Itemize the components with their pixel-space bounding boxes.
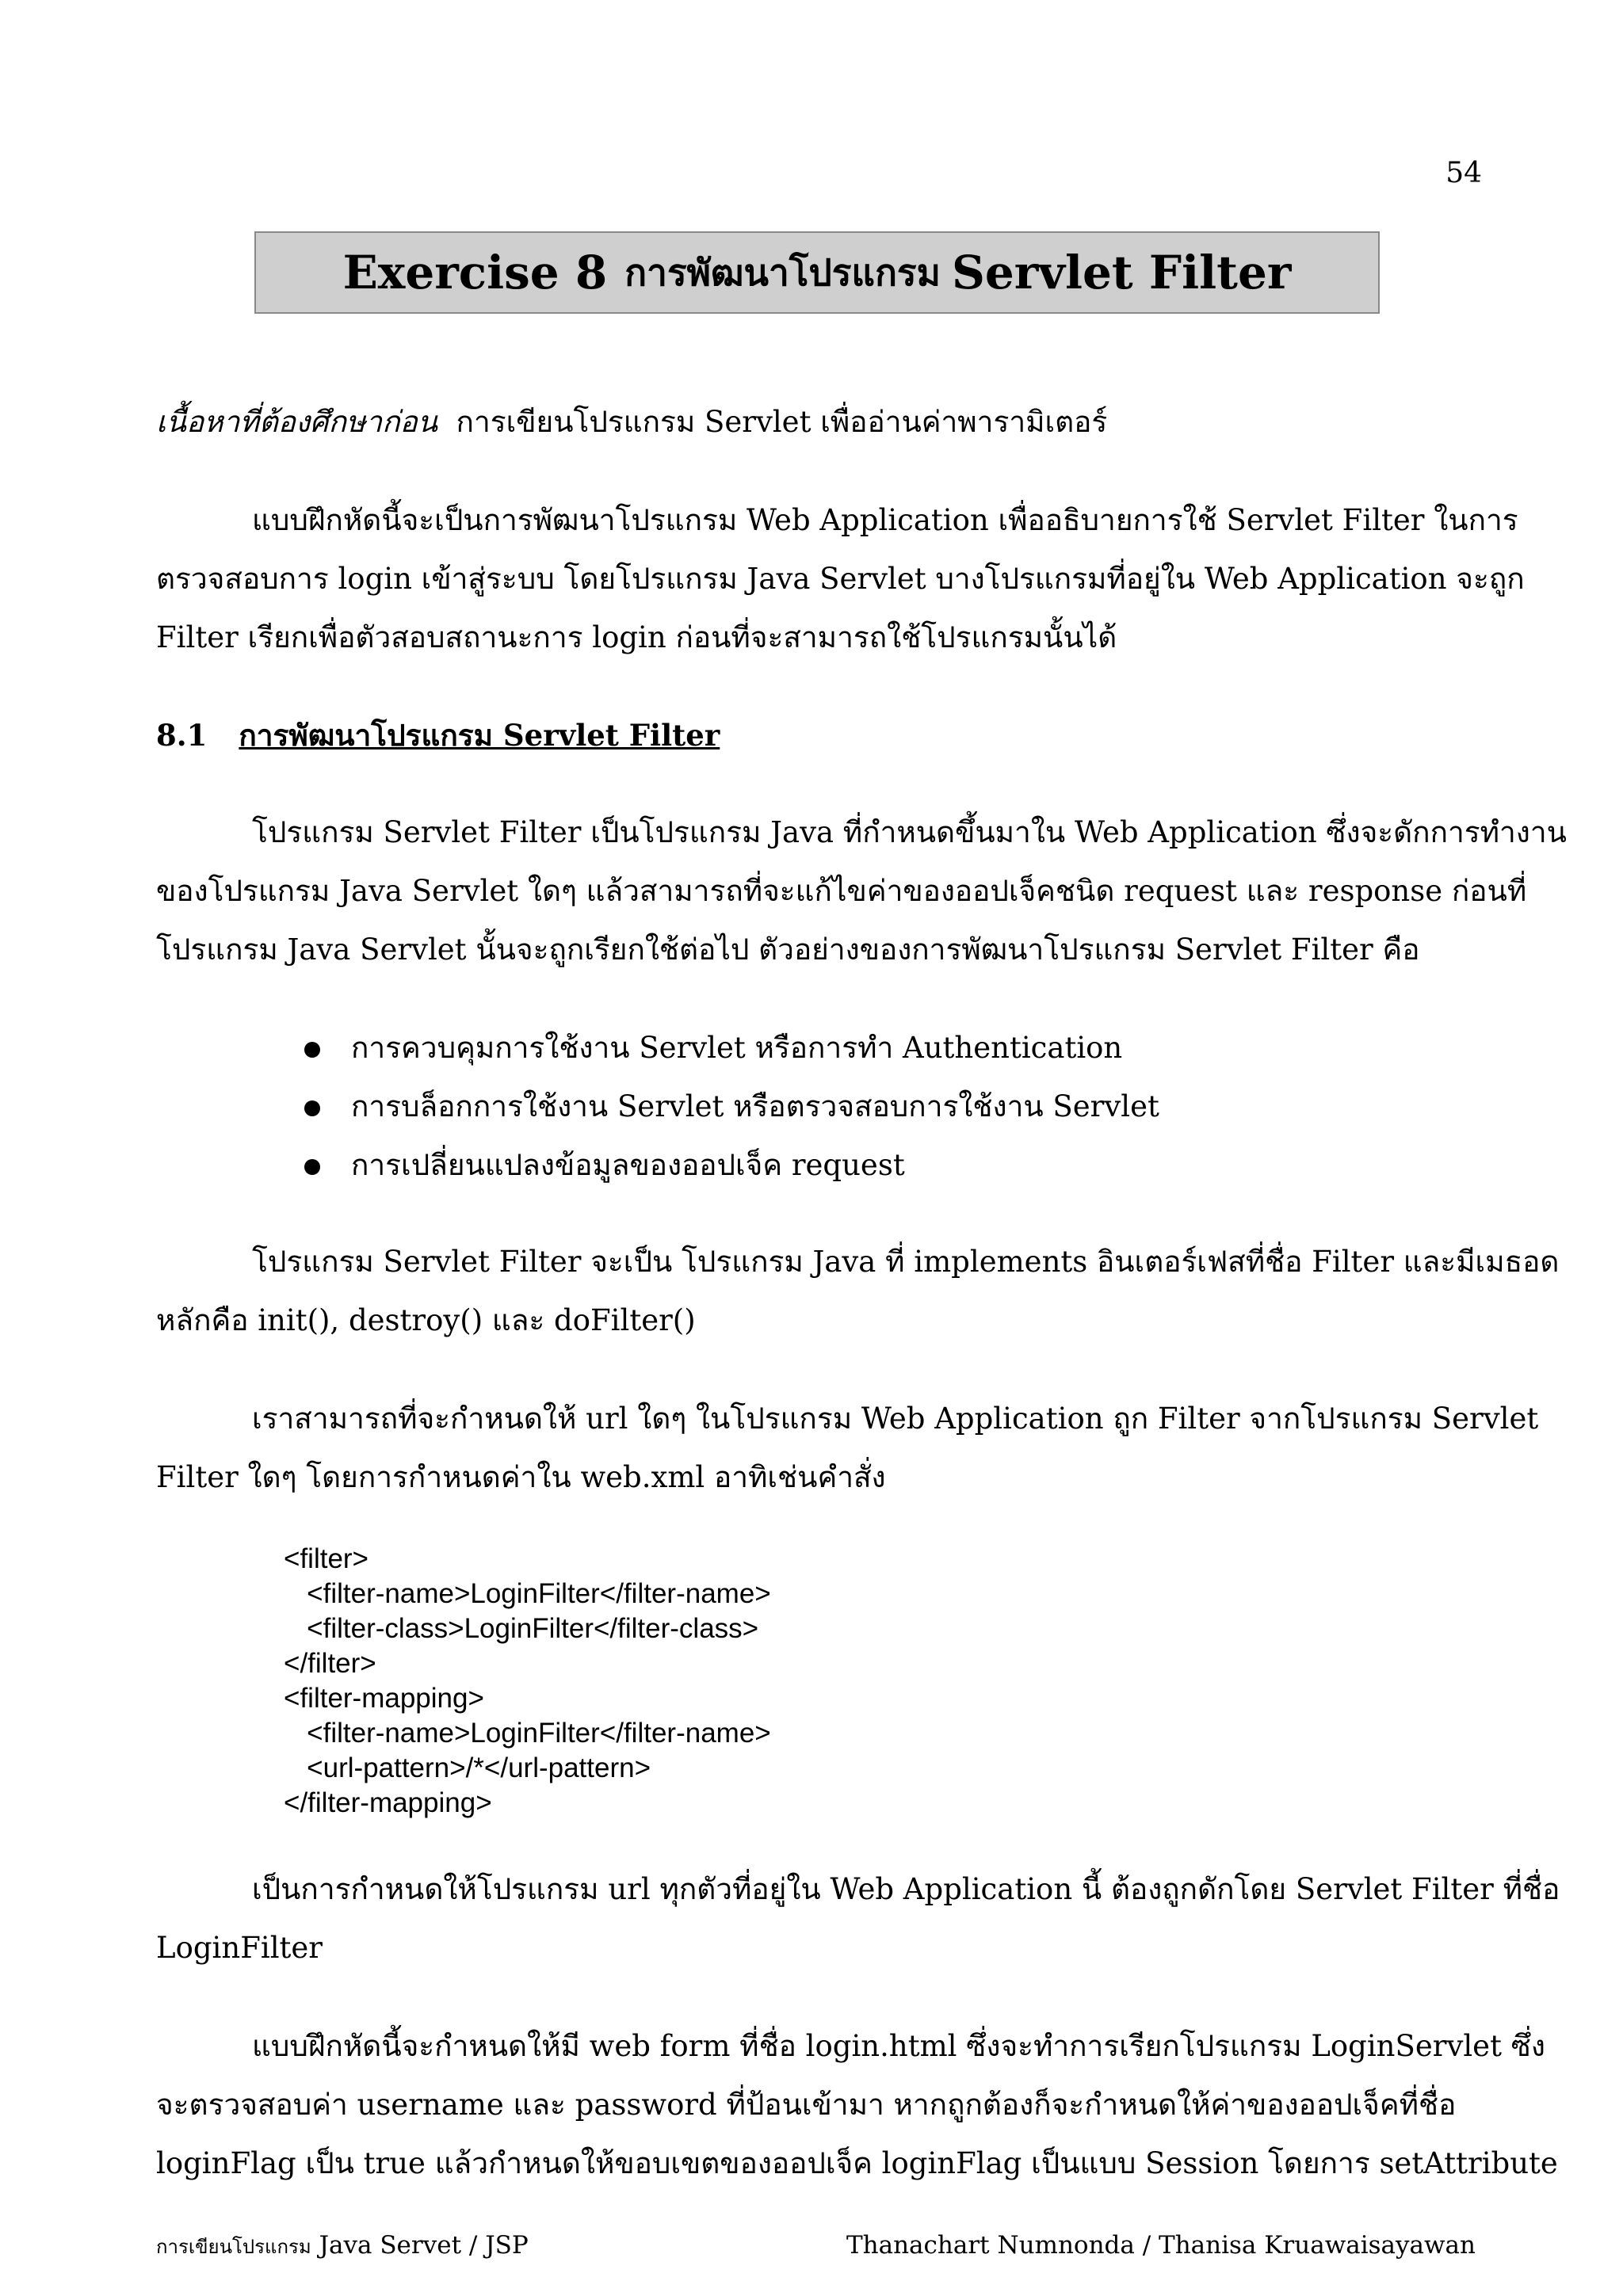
code-line-6: <filter-name>LoginFilter</filter-name>	[284, 1718, 771, 1749]
para2-line-2: หลักคือ init(), destroy() และ doFilter()	[156, 1303, 696, 1337]
para1-line-2: ของโปรแกรม Java Servlet ใดๆ แล้วสามารถที่จะแก้ไขค่าของออปเจ็คชนิด request และ response ก่อนที่	[156, 874, 1527, 908]
code-line-2: <filter-name>LoginFilter</filter-name>	[284, 1578, 771, 1609]
para5-line-2: จะตรวจสอบค่า username และ password ที่ป้อนเข้ามา หากถูกต้องก็จะกำหนดให้ค่าของออปเจ็คที่ชื่อ	[156, 2088, 1457, 2122]
section-number: 8.1	[156, 718, 208, 753]
code-line-1: <filter>	[284, 1543, 369, 1574]
prerequisite-label: เนื้อหาที่ต้องศึกษาก่อน	[156, 405, 438, 439]
bullet-item-2: การบล็อกการใช้งาน Servlet หรือตรวจสอบการใช้งาน Servlet	[351, 1089, 1159, 1123]
code-line-4: </filter>	[284, 1648, 376, 1679]
para1-line-1: โปรแกรม Servlet Filter เป็นโปรแกรม Java ที่กำหนดขึ้นมาใน Web Application ซึ่งจะดักการทำงาน	[252, 815, 1567, 849]
bullet-icon	[304, 1100, 320, 1116]
bullet-item-1: การควบคุมการใช้งาน Servlet หรือการทำ Authentication	[351, 1031, 1123, 1065]
page-number: 54	[1445, 157, 1482, 189]
bullet-icon	[304, 1159, 320, 1175]
section-heading	[156, 715, 720, 755]
intro-line-3: Filter เรียกเพื่อตัวสอบสถานะการ login ก่อนที่จะสามารถใช้โปรแกรมนั้นได้	[156, 620, 1117, 654]
exercise-title-topic: Servlet Filter	[951, 246, 1292, 299]
para4-line-2: LoginFilter	[156, 1931, 323, 1965]
intro-line-2: ตรวจสอบการ login เข้าสู่ระบบ โดยโปรแกรม Java Servlet บางโปรแกรมที่อยู่ใน Web Application จะถูก	[156, 562, 1525, 596]
exercise-title-box	[254, 231, 1380, 314]
para3-line-1: เราสามารถที่จะกำหนดให้ url ใดๆ ในโปรแกรม Web Application ถูก Filter จากโปรแกรม Servlet	[252, 1402, 1539, 1436]
para1-line-3: โปรแกรม Java Servlet นั้นจะถูกเรียกใช้ต่อไป ตัวอย่างของการพัฒนาโปรแกรม Servlet Filter คือ	[156, 933, 1420, 967]
prerequisite-text: การเขียนโปรแกรม Servlet เพื่ออ่านค่าพารามิเตอร์	[456, 405, 1108, 439]
exercise-title-thai: การพัฒนาโปรแกรม	[624, 250, 941, 294]
intro-line-1: แบบฝึกหัดนี้จะเป็นการพัฒนาโปรแกรม Web Application เพื่ออธิบายการใช้ Servlet Filter ในการ	[252, 503, 1518, 537]
code-line-3: <filter-class>LoginFilter</filter-class>	[284, 1613, 759, 1644]
para2-line-1: โปรแกรม Servlet Filter จะเป็น โปรแกรม Java ที่ implements อินเตอร์เฟสที่ชื่อ Filter และมีเมธอด	[252, 1245, 1560, 1279]
bullet-icon	[304, 1042, 320, 1058]
section-title: การพัฒนาโปรแกรม Servlet Filter	[239, 718, 720, 753]
footer-course	[156, 2231, 529, 2262]
para5-line-1: แบบฝึกหัดนี้จะกำหนดให้มี web form ที่ชื่อ login.html ซึ่งจะทำการเรียกโปรแกรม LoginServlet ซึ่ง	[252, 2029, 1545, 2063]
code-line-7: <url-pattern>/*</url-pattern>	[284, 1753, 651, 1783]
para3-line-2: Filter ใดๆ โดยการกำหนดค่าใน web.xml อาทิเช่นคำสั่ง	[156, 1460, 886, 1494]
footer-course-thai: การเขียนโปรแกรม	[156, 2236, 311, 2258]
bullet-item-3: การเปลี่ยนแปลงข้อมูลของออปเจ็ค request	[351, 1148, 905, 1182]
footer-authors: Thanachart Numnonda / Thanisa Kruawaisayawan	[846, 2231, 1476, 2260]
prerequisite-line	[156, 402, 1107, 442]
para5-line-3: loginFlag เป็น true แล้วกำหนดให้ขอบเขตของออปเจ็ค loginFlag เป็นแบบ Session โดยการ setAttribute	[156, 2146, 1558, 2180]
footer-course-text: Java Servet / JSP	[319, 2231, 529, 2260]
para4-line-1: เป็นการกำหนดให้โปรแกรม url ทุกตัวที่อยู่ใน Web Application นี้ ต้องถูกดักโดย Servlet Filter ที่ชื่อ	[252, 1872, 1560, 1906]
code-line-8: </filter-mapping>	[284, 1787, 492, 1818]
code-line-5: <filter-mapping>	[284, 1683, 484, 1714]
exercise-number: Exercise 8	[342, 246, 608, 299]
